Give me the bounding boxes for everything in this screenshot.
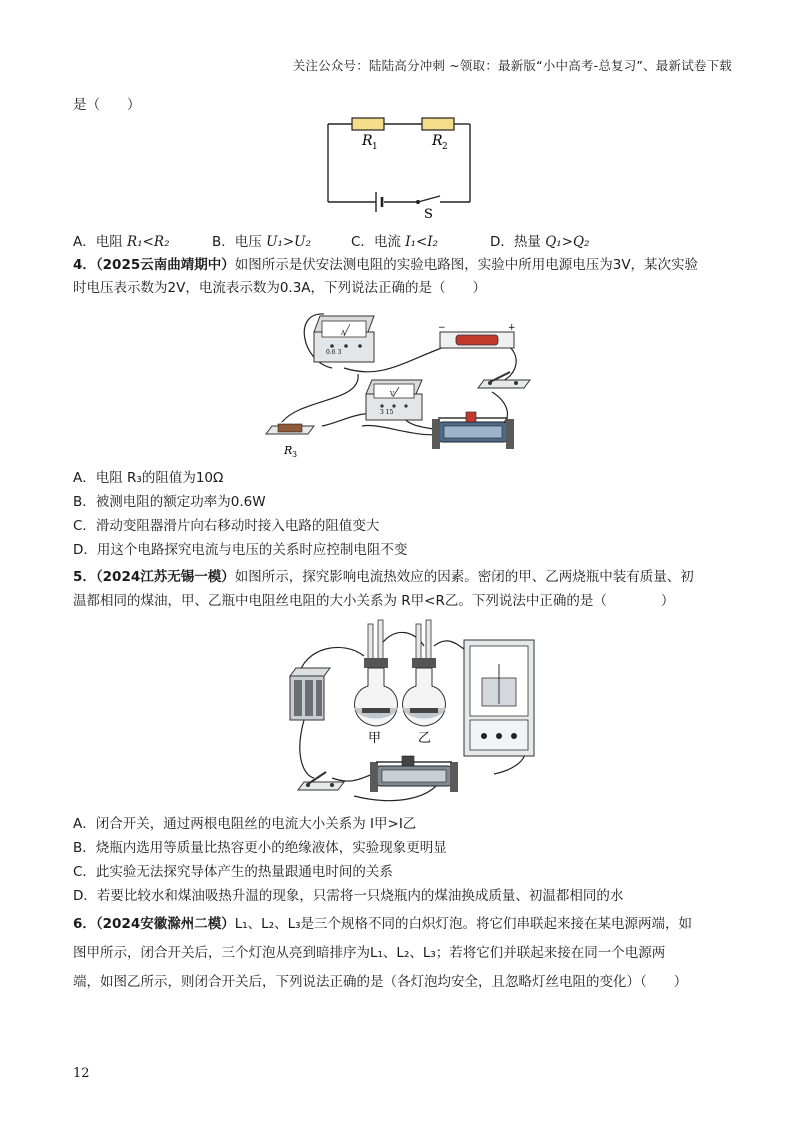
q3-option-a[interactable]: A．电阻 R₁<R₂ [73, 234, 170, 250]
sliding-rheostat [432, 412, 514, 449]
label-jia: 甲 [368, 731, 382, 746]
q3-option-c[interactable]: C．电流 I₁<I₂ [351, 234, 439, 250]
voltmeter-terminals: 3 15 [380, 409, 394, 416]
q3-option-b[interactable]: B．电压 U₁>U₂ [212, 234, 311, 250]
q5-option-a[interactable]: A．闭合开关，通过两根电阻丝的电流大小关系为 I甲>I乙 [73, 816, 417, 832]
voltmeter-label: V [390, 391, 395, 398]
q5-stem-line1: 5．（2024江苏无锡一模）如图所示，探究影响电流热效应的因素。密闭的甲、乙两烧瓶中装有质量、初 [73, 569, 694, 585]
resistor-r3 [266, 424, 314, 459]
ammeter-label: A [341, 330, 346, 337]
label-r3: R [284, 444, 293, 457]
ammeter-terminals: 0.6 3 [326, 349, 342, 356]
q5-option-c[interactable]: C．此实验无法探究导体产生的热量跟通电时间的关系 [73, 864, 393, 880]
ammeter [314, 316, 374, 362]
large-ammeter [464, 640, 534, 756]
q5-option-d[interactable]: D．若要比较水和煤油吸热升温的现象，只需将一只烧瓶内的煤油换成质量、初温都相同的水 [73, 888, 624, 904]
q4-option-d[interactable]: D．用这个电路探究电流与电压的关系时应控制电阻不变 [73, 542, 408, 558]
flask-yi [402, 620, 446, 746]
q5-apparatus-diagram [284, 616, 546, 812]
q4-apparatus-diagram [262, 302, 536, 462]
label-switch: S [424, 207, 433, 220]
q5-stem-line2: 温都相同的煤油，甲、乙瓶中电阻丝电阻的大小关系为 R甲<R乙。下列说法中正确的是（ ） [73, 593, 675, 609]
page-number: 12 [73, 1066, 90, 1081]
battery-pack [438, 323, 516, 348]
switch-pivot [416, 200, 420, 204]
knife-switch [478, 372, 530, 388]
q3-stem-tail: 是（ ） [73, 97, 141, 113]
flask-jia [354, 620, 398, 746]
battery-minus: − [438, 323, 446, 333]
q4-option-b[interactable]: B．被测电阻的额定功率为0.6W [73, 494, 266, 510]
q4-option-c[interactable]: C．滑动变阻器滑片向右移动时接入电路的阻值变大 [73, 518, 380, 534]
q5-option-b[interactable]: B．烧瓶内选用等质量比热容更小的绝缘液体，实验现象更明显 [73, 840, 447, 856]
label-r3-sub: 3 [292, 450, 298, 459]
sliding-rheostat [370, 756, 458, 792]
q3-option-d[interactable]: D．热量 Q₁>Q₂ [490, 234, 590, 250]
resistor-r1 [352, 118, 384, 130]
q4-option-a[interactable]: A．电阻 R₃的阻值为10Ω [73, 470, 224, 486]
resistor-r2 [422, 118, 454, 130]
label-r1: R [362, 133, 373, 149]
page-header: 关注公众号：陆陆高分冲刺 ~领取：最新版“小中高考-总复习”、最新试卷下载 [292, 58, 732, 73]
q3-series-circuit-diagram [320, 112, 480, 220]
q6-stem-line3: 端，如图乙所示，则闭合开关后，下列说法正确的是（各灯泡均安全，且忽略灯丝电阻的变化）（ ） [73, 974, 688, 990]
q6-stem-line1: 6．（2024安徽滁州二模）L₁、L₂、L₃是三个规格不同的白炽灯泡。将它们串联起来接在某电源两端，如 [73, 916, 693, 932]
battery-box [290, 668, 330, 720]
label-r1-sub: 1 [372, 142, 378, 152]
q4-stem-line2: 时电压表示数为2V，电流表示数为0.3A，下列说法正确的是（ ） [73, 280, 487, 296]
label-yi: 乙 [418, 731, 432, 746]
label-r2-sub: 2 [442, 142, 448, 152]
q6-stem-line2: 图甲所示，闭合开关后，三个灯泡从亮到暗排序为L₁、L₂、L₃；若将它们并联起来接在同一个电源两 [73, 945, 666, 961]
knife-switch [298, 772, 344, 790]
q4-stem-line1: 4．（2025云南曲靖期中）如图所示是伏安法测电阻的实验电路图，实验中所用电源电压为3V，某次实验 [73, 257, 699, 273]
voltmeter [366, 380, 422, 420]
label-r2: R [432, 133, 443, 149]
battery-plus: + [508, 323, 516, 333]
